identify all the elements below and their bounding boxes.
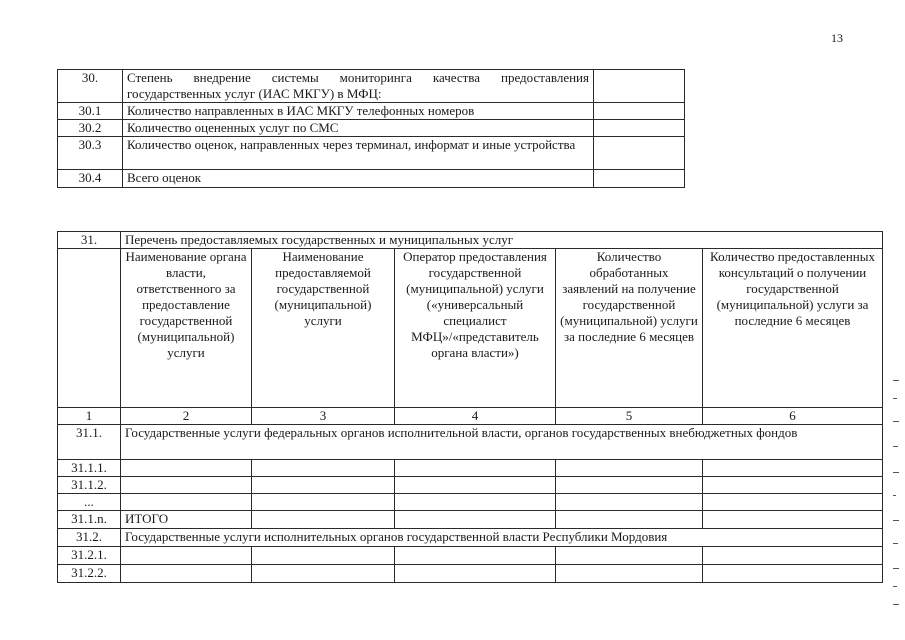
row-number: 31.1.2. xyxy=(58,477,121,494)
cell xyxy=(556,547,703,565)
table-row xyxy=(58,137,685,170)
header-cell: Количество обработанных заявлений на получение государственной (муниципальной) услуги за последние 6 месяцев xyxy=(556,249,703,408)
row-text: Степень внедрение системы мониторинга качества предоставления государственных услуг (ИАС МКГУ) в МФЦ: xyxy=(123,70,594,103)
section-title: Государственные услуги исполнительных органов государственной власти Республики Мордовия xyxy=(121,529,883,547)
column-number: 6 xyxy=(703,408,883,425)
row-number: 31.2. xyxy=(58,529,121,547)
table-title: Перечень предоставляемых государственных и муниципальных услуг xyxy=(121,232,883,249)
row-number: ... xyxy=(58,494,121,511)
value-cell xyxy=(594,170,685,188)
value-cell xyxy=(594,120,685,137)
column-number: 1 xyxy=(58,408,121,425)
cell xyxy=(395,511,556,529)
header-cell: Количество предоставленных консультаций о получении государственной (муниципальной) услуги за последние 6 месяцев xyxy=(703,249,883,408)
cell xyxy=(252,477,395,494)
row-number: 31.2.1. xyxy=(58,547,121,565)
cell xyxy=(121,547,252,565)
row-number: 31.1. xyxy=(58,425,121,460)
cell xyxy=(252,494,395,511)
cell xyxy=(252,565,395,583)
table-row xyxy=(58,565,883,583)
table-row xyxy=(58,120,685,137)
column-number-row xyxy=(58,408,883,425)
cell xyxy=(703,511,883,529)
cell xyxy=(395,494,556,511)
row-number: 30. xyxy=(58,70,123,103)
cell xyxy=(252,511,395,529)
table-row xyxy=(58,460,883,477)
total-row xyxy=(58,511,883,529)
cell xyxy=(395,547,556,565)
table-row xyxy=(58,103,685,120)
page-number: 13 xyxy=(831,31,843,45)
section-row xyxy=(58,425,883,460)
cell xyxy=(703,477,883,494)
monitoring-table xyxy=(57,69,685,188)
cell xyxy=(121,477,252,494)
total-label: ИТОГО xyxy=(121,511,252,529)
row-number: 30.2 xyxy=(58,120,123,137)
cell xyxy=(395,477,556,494)
value-cell xyxy=(594,137,685,170)
value-cell xyxy=(594,103,685,120)
row-number: 31.1.n. xyxy=(58,511,121,529)
section-title: Государственные услуги федеральных органов исполнительной власти, органов государственных внебюджетных фондов xyxy=(121,425,883,460)
column-number: 4 xyxy=(395,408,556,425)
cell xyxy=(703,565,883,583)
cell xyxy=(395,460,556,477)
cell xyxy=(556,477,703,494)
row-text: Всего оценок xyxy=(123,170,594,188)
cell xyxy=(703,547,883,565)
cell xyxy=(121,494,252,511)
table-row xyxy=(58,477,883,494)
row-number: 31.1.1. xyxy=(58,460,121,477)
value-cell xyxy=(594,70,685,103)
row-text: Количество направленных в ИАС МКГУ телефонных номеров xyxy=(123,103,594,120)
section-row xyxy=(58,529,883,547)
table-title-row xyxy=(58,232,883,249)
cell xyxy=(121,460,252,477)
row-text: Количество оценок, направленных через терминал, информат и иные устройства xyxy=(123,137,594,170)
cell xyxy=(703,460,883,477)
row-text: Количество оцененных услуг по СМС xyxy=(123,120,594,137)
row-number: 30.1 xyxy=(58,103,123,120)
table-row xyxy=(58,494,883,511)
cell xyxy=(703,494,883,511)
row-number: 30.4 xyxy=(58,170,123,188)
cell xyxy=(252,547,395,565)
row-number: 31.2.2. xyxy=(58,565,121,583)
row-number: 31. xyxy=(58,232,121,249)
services-table xyxy=(57,231,883,583)
row-number: 30.3 xyxy=(58,137,123,170)
cell xyxy=(121,565,252,583)
table-row xyxy=(58,547,883,565)
scan-edge-marks xyxy=(893,380,901,620)
cell xyxy=(252,460,395,477)
cell xyxy=(556,494,703,511)
column-number: 2 xyxy=(121,408,252,425)
table-row xyxy=(58,170,685,188)
cell xyxy=(556,460,703,477)
header-cell: Оператор предоставления государственной (муниципальной) услуги («универсальный специалист МФЦ»/«представитель органа власти») xyxy=(395,249,556,408)
header-cell: Наименование органа власти, ответственного за предоставление государственной (муниципальной) услуги xyxy=(121,249,252,408)
header-cell xyxy=(58,249,121,408)
header-cell: Наименование предоставляемой государственной (муниципальной) услуги xyxy=(252,249,395,408)
header-row xyxy=(58,249,883,408)
column-number: 3 xyxy=(252,408,395,425)
cell xyxy=(395,565,556,583)
column-number: 5 xyxy=(556,408,703,425)
cell xyxy=(556,565,703,583)
cell xyxy=(556,511,703,529)
table-row xyxy=(58,70,685,103)
